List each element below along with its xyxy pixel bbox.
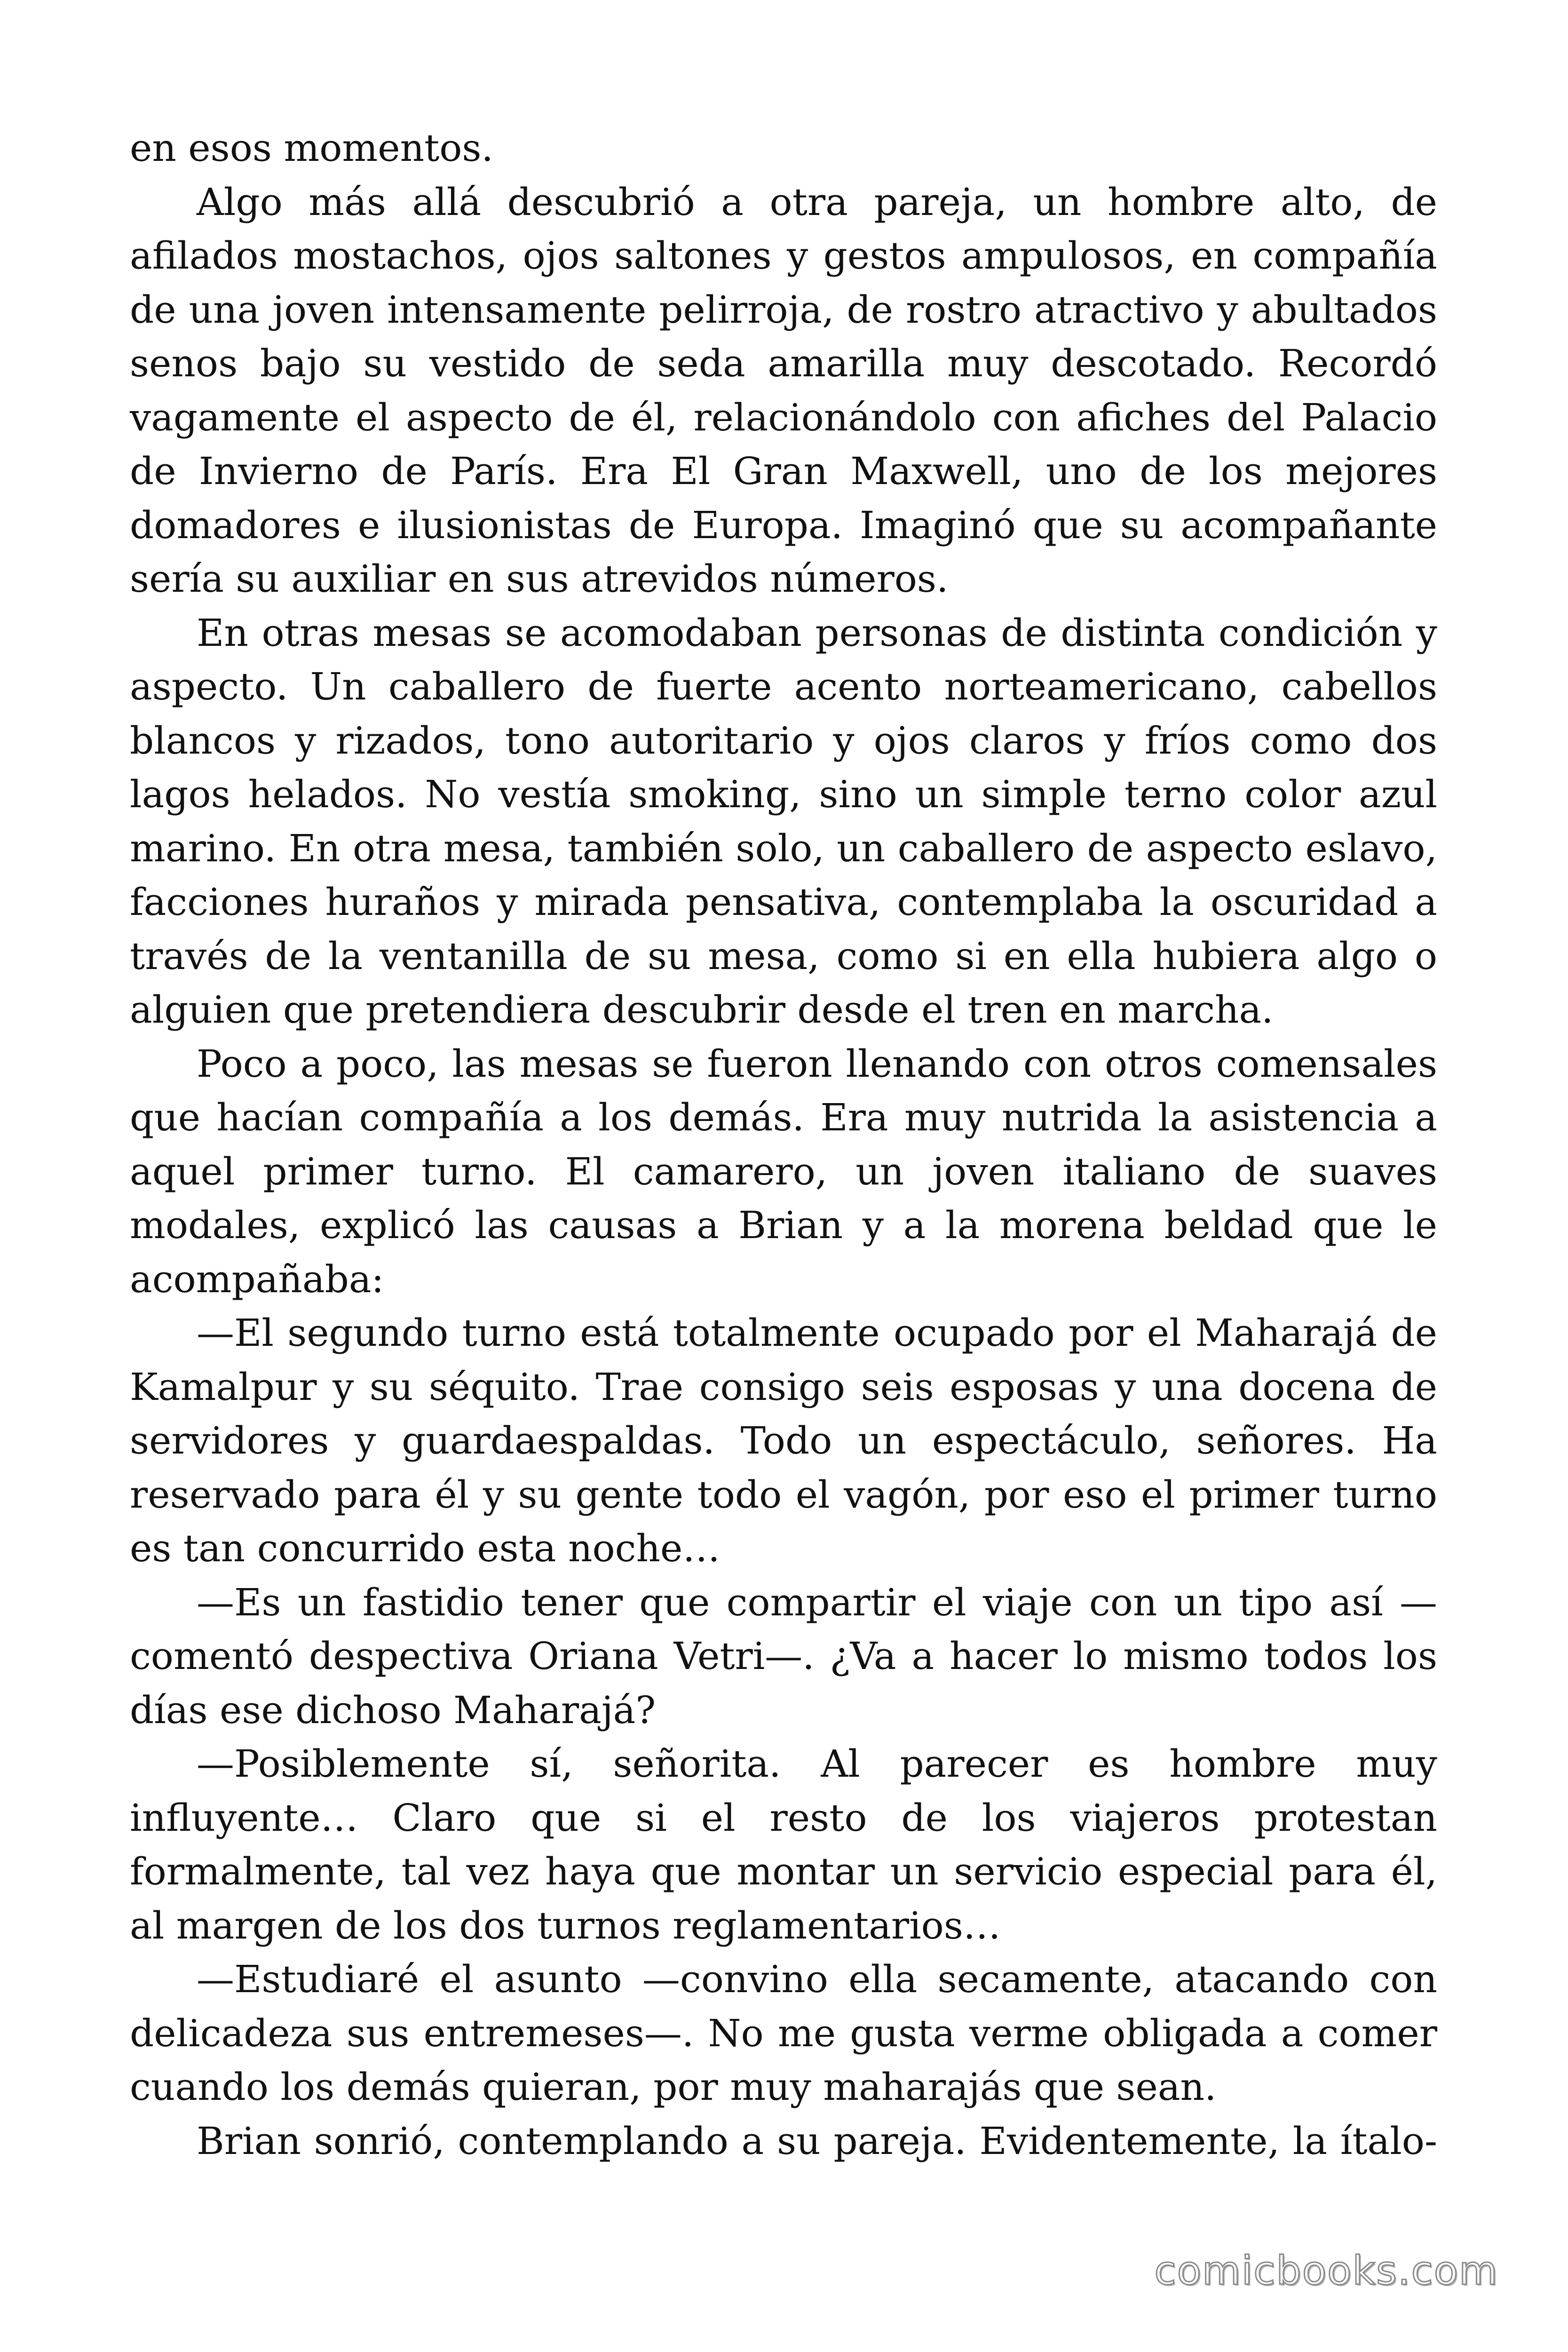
paragraph: —Estudiaré el asunto —convino ella secamente, atacando con delicadeza sus entremeses—. No me gusta verme obligada a comer cuando los demás quieran, por muy maharajás que sean. <box>130 1957 1437 2109</box>
paragraph: —Posiblemente sí, señorita. Al parecer es hombre muy influyente… Claro que si el resto de los viajeros protestan formalmente, tal vez haya que montar un servicio especial para él, al margen de los dos turnos reglamentarios… <box>130 1742 1437 1947</box>
paragraph: Brian sonrió, contemplando a su pareja. Evidentemente, la ítalo- <box>197 2119 1437 2163</box>
paragraph: Algo más allá descubrió a otra pareja, un hombre alto, de afilados mostachos, ojos saltones y gestos ampulosos, en compañía de una joven intensamente pelirroja, de rostro atractivo y abultados senos bajo su vestido de seda amarilla muy descotado. Recordó vagamente el aspecto de él, relacionándolo con afiches del Palacio de Invierno de París. Era El Gran Maxwell, uno de los mejores domadores e ilusionistas de Europa. Imaginó que su acompañante sería su auxiliar en sus atrevidos números. <box>130 180 1437 601</box>
page-body-text <box>130 121 1437 2168</box>
paragraph: en esos momentos. <box>130 126 493 170</box>
paragraph: Poco a poco, las mesas se fueron llenando con otros comensales que hacían compañía a los demás. Era muy nutrida la asistencia a aquel primer turno. El camarero, un joven italiano de suaves modales, explicó las causas a Brian y a la morena beldad que le acompañaba: <box>130 1041 1437 1301</box>
watermark: comicbooks.com <box>1154 2248 1498 2294</box>
paragraph: —El segundo turno está totalmente ocupado por el Maharajá de Kamalpur y su séquito. Trae consigo seis esposas y una docena de servidores y guardaespaldas. Todo un espectáculo, señores. Ha reservado para él y su gente todo el vagón, por eso el primer turno es tan concurrido esta noche… <box>130 1311 1437 1570</box>
paragraph: —Es un fastidio tener que compartir el viaje con un tipo así —comentó despectiva Oriana Vetri—. ¿Va a hacer lo mismo todos los días ese dichoso Maharajá? <box>130 1580 1437 1732</box>
paragraph: En otras mesas se acomodaban personas de distinta condición y aspecto. Un caballero de fuerte acento norteamericano, cabellos blancos y rizados, tono autoritario y ojos claros y fríos como dos lagos helados. No vestía smoking, sino un simple terno color azul marino. En otra mesa, también solo, un caballero de aspecto eslavo, facciones huraños y mirada pensativa, contemplaba la oscuridad a través de la ventanilla de su mesa, como si en ella hubiera algo o alguien que pretendiera descubrir desde el tren en marcha. <box>130 611 1437 1032</box>
